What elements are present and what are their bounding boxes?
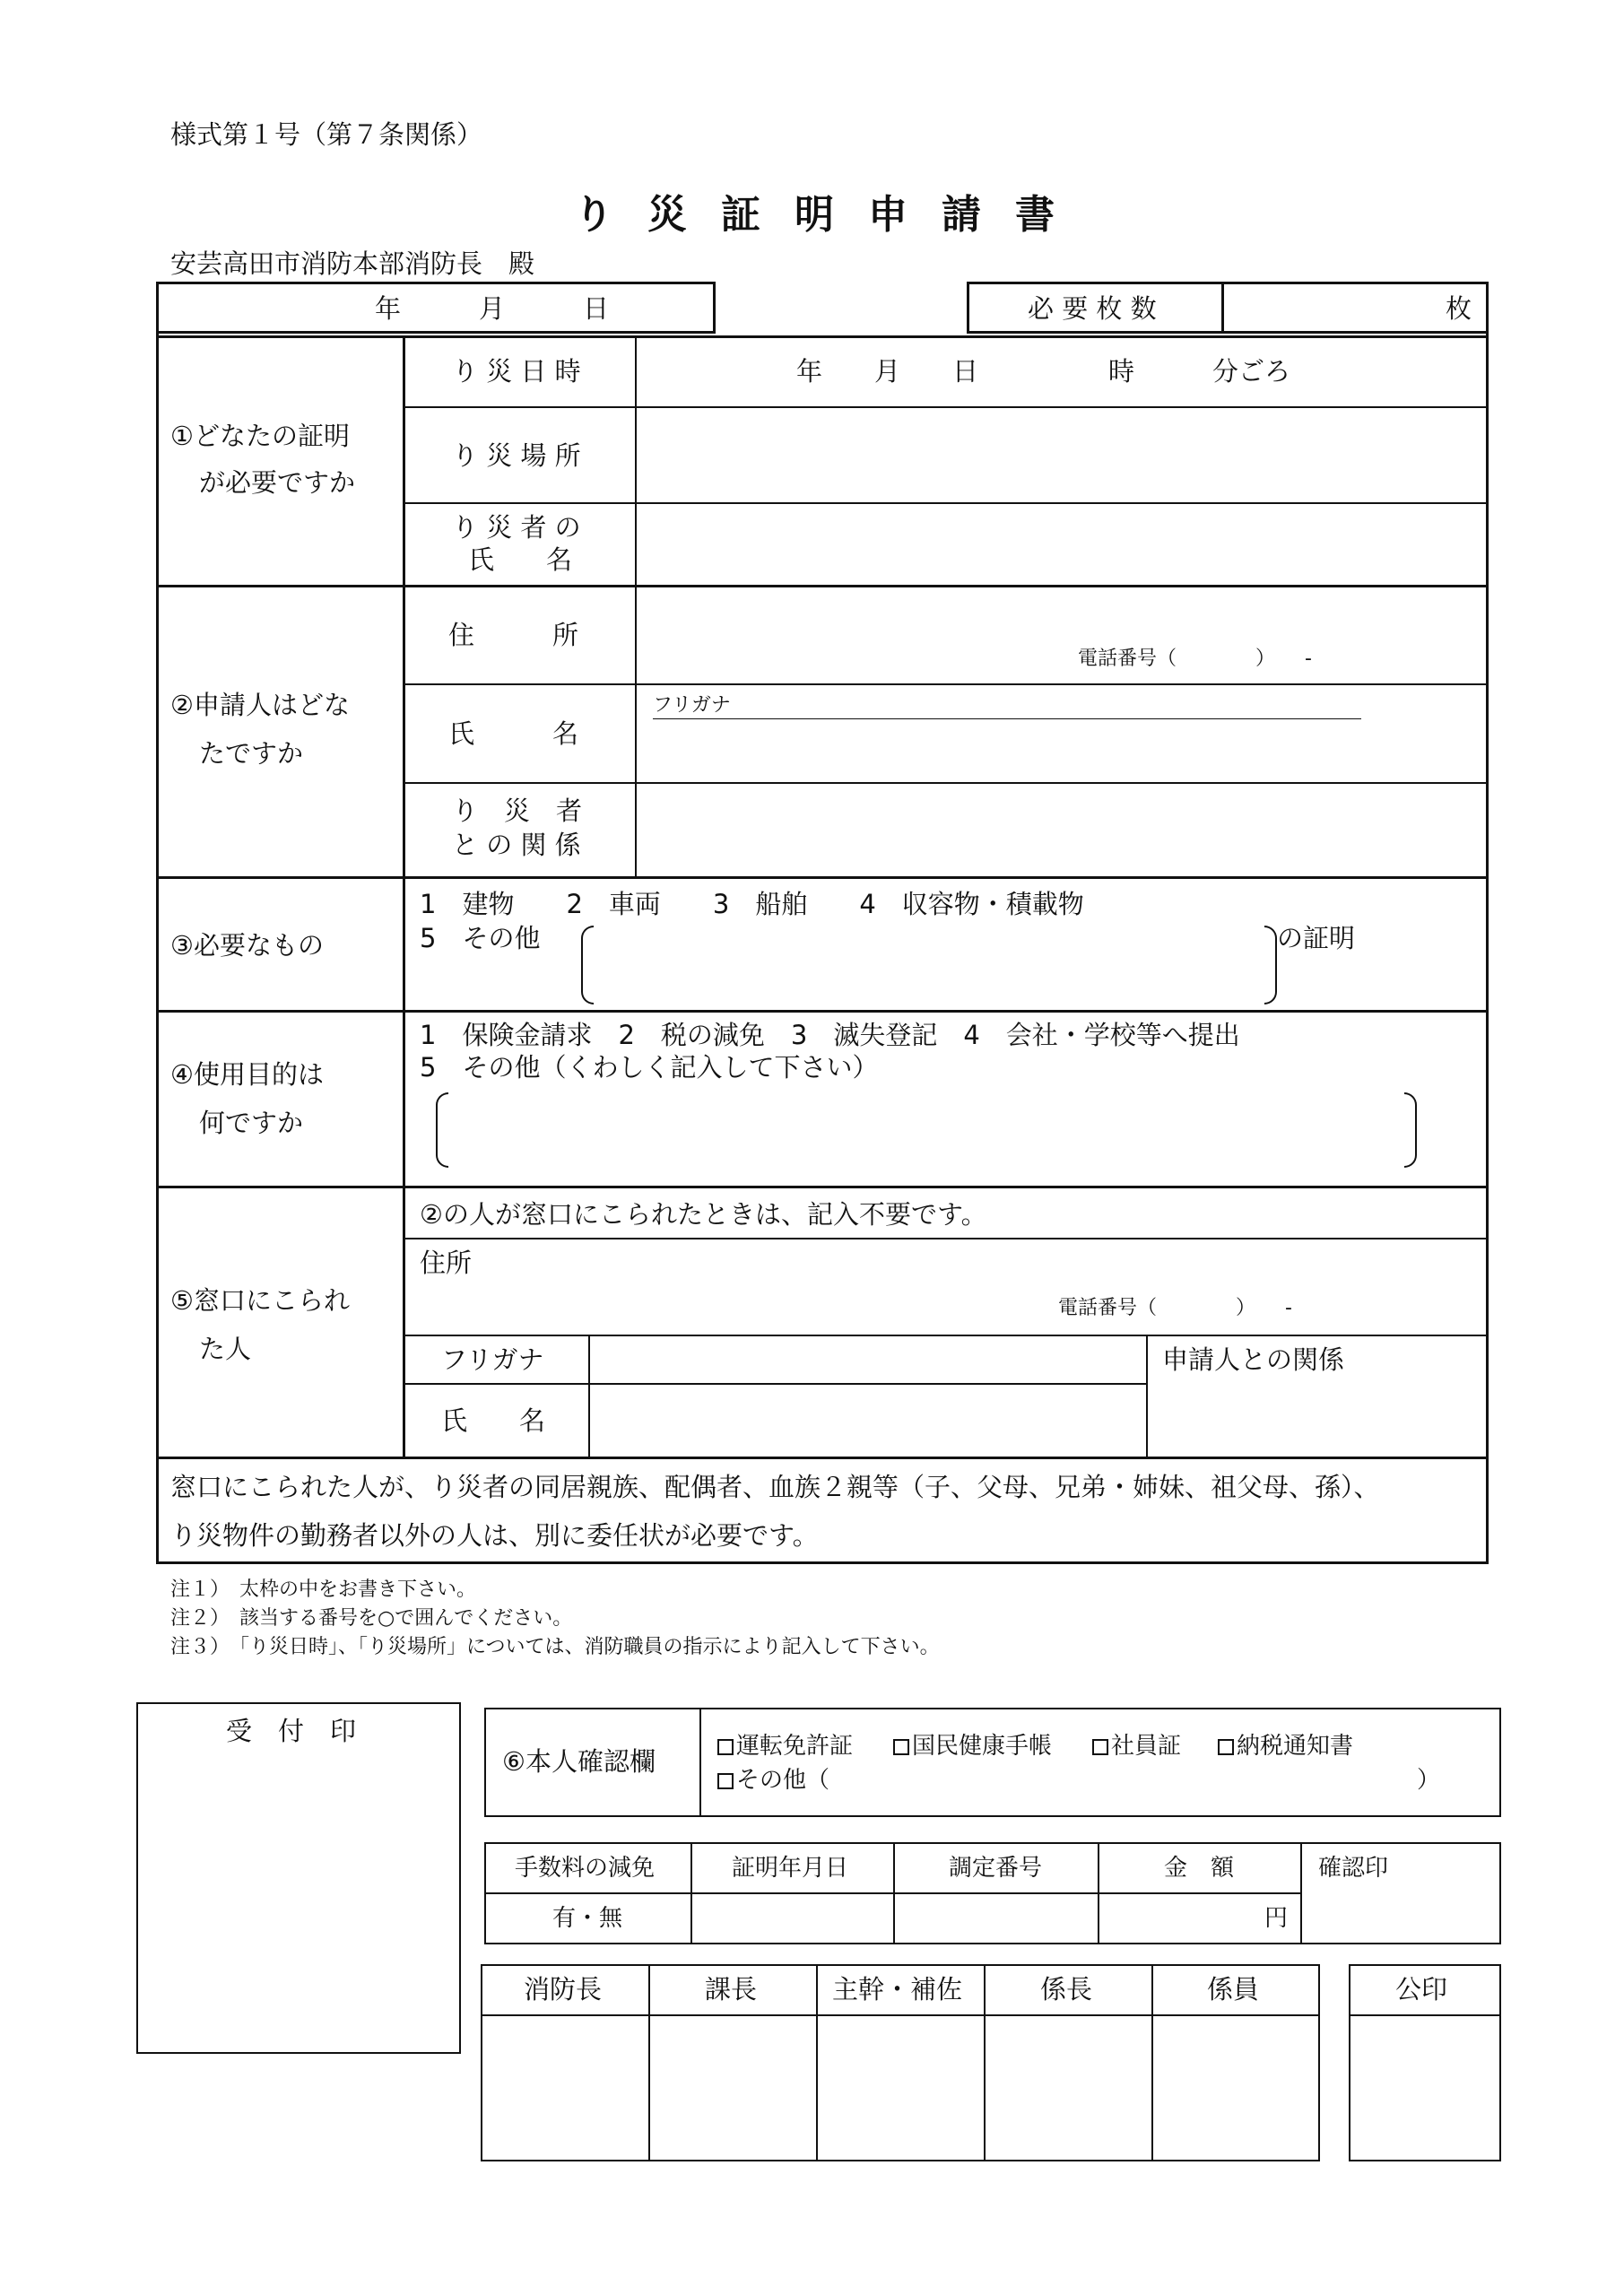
application-date-label: 年 月 日: [375, 293, 610, 324]
visitor-address-label: 住所: [420, 1248, 473, 1278]
copies-label: 必 要 枚 数: [1028, 293, 1157, 324]
reception-stamp-box: [136, 1702, 461, 2054]
applicant-address-label: 住 所: [448, 620, 579, 650]
visitor-furigana-input[interactable]: [592, 1337, 1144, 1382]
visitor-name-label: 氏 名: [441, 1405, 546, 1436]
applicant-name-input[interactable]: [638, 722, 1485, 779]
relation-input[interactable]: [638, 785, 1485, 874]
fee-header-date: 証明年月日: [732, 1855, 849, 1882]
reception-stamp-label: 受 付 印: [226, 1716, 357, 1746]
disaster-place-input[interactable]: [638, 409, 1485, 500]
relation-label: り 災 者: [452, 796, 583, 826]
required-other-bracket-left: [581, 926, 594, 1004]
visitor-relation-label[interactable]: 申請人との関係: [1162, 1344, 1345, 1375]
fee-header-amount: 金 額: [1164, 1855, 1235, 1882]
disaster-place-label: り 災 場 所: [452, 440, 581, 471]
visitor-address-input[interactable]: [484, 1241, 1483, 1333]
visitor-name-input[interactable]: [592, 1386, 1144, 1456]
purpose-other-input[interactable]: [448, 1092, 1404, 1164]
id-other-close: ）: [1417, 1767, 1441, 1794]
applicant-name-label: 氏 名: [448, 718, 579, 749]
section2-label: ②申請人はどな: [170, 690, 350, 720]
victim-name-input[interactable]: [638, 505, 1485, 584]
checkbox[interactable]: [717, 1739, 734, 1755]
required-other-bracket-right: [1264, 926, 1277, 1004]
purpose-other-bracket-right: [1404, 1092, 1417, 1168]
required-other-input[interactable]: [595, 926, 1264, 1001]
applicant-phone-label: 電話番号（ ） -: [1078, 648, 1312, 670]
id-check-label: ⑥本人確認欄: [502, 1746, 656, 1777]
addressee: 安芸高田市消防本部消防長 殿: [170, 248, 535, 279]
section3-label: ③必要なもの: [170, 930, 324, 961]
fee-header-confirm: 確認印: [1318, 1855, 1389, 1882]
approval-staff: 係員: [1207, 1974, 1260, 2005]
fee-header-number: 調定番号: [949, 1855, 1043, 1882]
section4-label: ④使用目的は: [170, 1059, 324, 1090]
approval-fire-chief: 消防長: [524, 1974, 603, 2005]
required-items-options[interactable]: 1 建物 2 車両 3 船舶 4 収容物・積載物: [420, 889, 1084, 919]
purpose-other-bracket-left: [436, 1092, 448, 1168]
approval-subsection-chief: 係長: [1040, 1974, 1093, 2005]
id-option-health[interactable]: 国民健康手帳: [893, 1735, 1052, 1758]
applicant-furigana-label: フリガナ: [653, 694, 731, 717]
checkbox[interactable]: [893, 1739, 909, 1755]
certificate-suffix: の証明: [1277, 923, 1356, 953]
checkbox[interactable]: [1218, 1739, 1234, 1755]
section5-label: ⑤窓口にこられ: [170, 1285, 350, 1316]
approval-deputy: 主幹・補佐: [832, 1974, 963, 2005]
official-seal-label: 公印: [1395, 1974, 1448, 2005]
copies-unit: 枚: [1446, 293, 1472, 324]
fee-exemption-value[interactable]: 有・無: [552, 1905, 623, 1932]
applicant-address-input[interactable]: [638, 588, 1485, 682]
counter-note: ②の人が窓口にこられたときは、記入不要です。: [420, 1199, 987, 1230]
page-title: り災証明申請書: [574, 192, 1089, 238]
checkbox[interactable]: [1092, 1739, 1108, 1755]
purpose-options[interactable]: 1 保険金請求 2 税の減免 3 滅失登記 4 会社・学校等へ提出: [420, 1020, 1240, 1050]
id-option-license[interactable]: 運転免許証: [717, 1735, 853, 1758]
note-3: 注３） 「り災日時」、「り災場所」については、消防職員の指示により記入して下さい。: [170, 1636, 940, 1658]
approval-section-chief: 課長: [705, 1974, 758, 2005]
victim-name-label: り 災 者 の: [452, 512, 581, 543]
note-2: 注２） 該当する番号を○で囲んでください。: [170, 1607, 573, 1630]
form-number: 様式第１号（第７条関係）: [170, 119, 483, 150]
disaster-datetime-field[interactable]: 年 月 日 時 分ごろ: [796, 356, 1291, 387]
delegation-note: 窓口にこられた人が、り災者の同居親族、配偶者、血族２親等（子、父母、兄弟・姉妹、祖父母、孫）、: [170, 1472, 1380, 1502]
disaster-datetime-label: り 災 日 時: [452, 356, 581, 387]
checkbox[interactable]: [717, 1773, 734, 1789]
section1-label: ①どなたの証明: [170, 421, 350, 451]
note-1: 注１） 太枠の中をお書き下さい。: [170, 1578, 477, 1601]
fee-header-exemption: 手数料の減免: [515, 1855, 656, 1882]
id-option-employee[interactable]: 社員証: [1092, 1735, 1181, 1758]
visitor-furigana-label: フリガナ: [441, 1344, 544, 1375]
id-option-other[interactable]: その他（: [717, 1769, 829, 1792]
visitor-phone-label: 電話番号（ ） -: [1058, 1297, 1292, 1319]
amount-unit: 円: [1264, 1905, 1289, 1932]
id-option-tax[interactable]: 納税通知書: [1218, 1735, 1353, 1758]
